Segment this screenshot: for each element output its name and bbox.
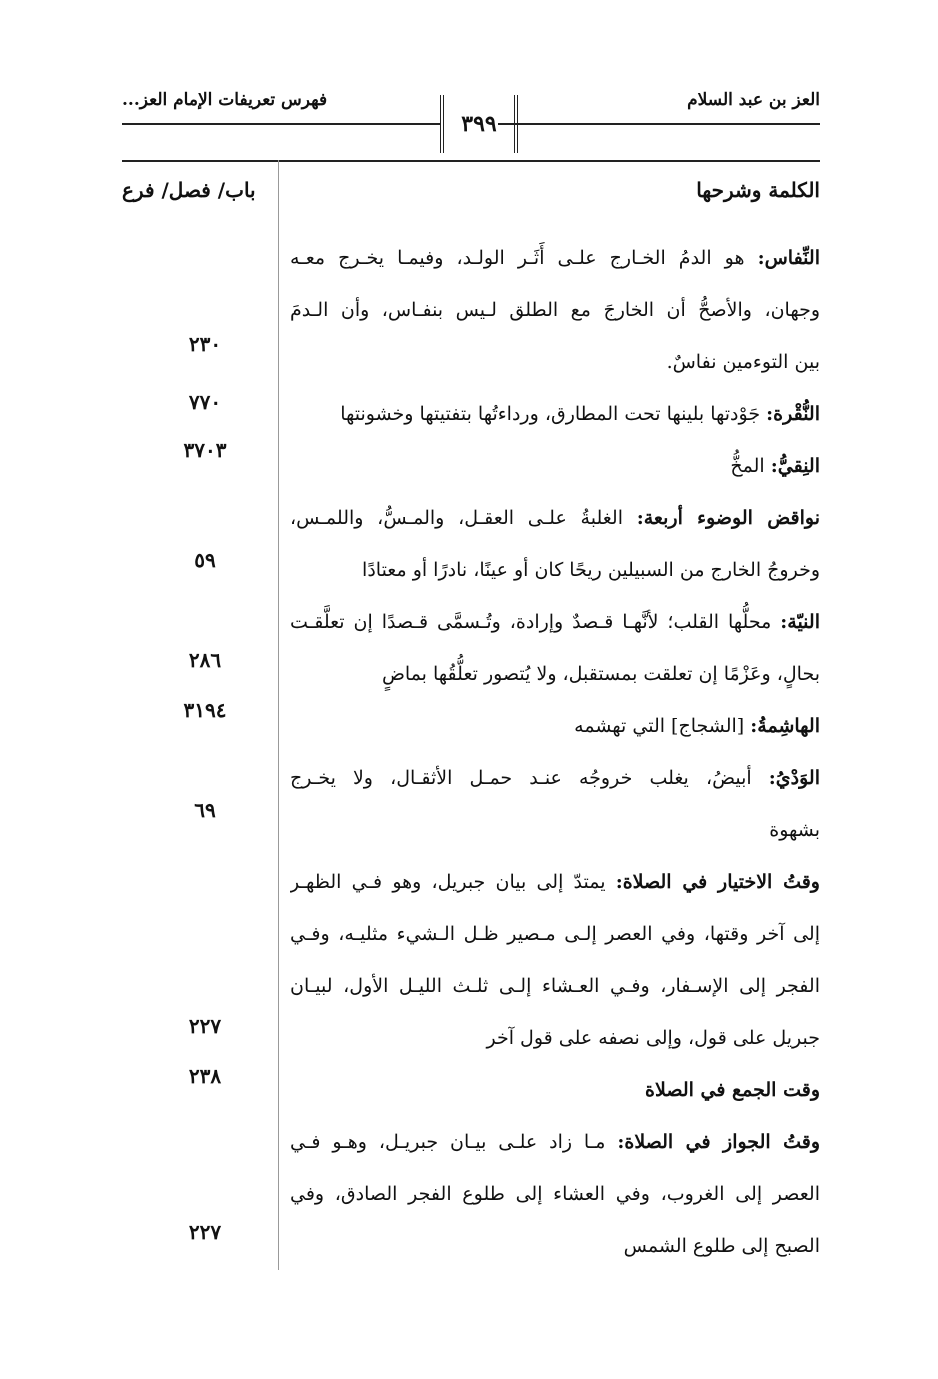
- entry-line: [290, 492, 820, 544]
- entry-line: [290, 544, 820, 596]
- entry-line: [290, 700, 820, 752]
- entry-reference: ٢٨٦: [188, 648, 222, 672]
- entry-line: [290, 232, 820, 284]
- entry-reference: ٧٧٠: [188, 390, 222, 414]
- header-divider: [122, 160, 820, 162]
- entry-reference: ٢٣٠: [188, 332, 222, 356]
- entry-text: جبريل على قول، وإلى نصفه على قول آخر: [486, 1027, 820, 1049]
- entry-term: النُّقْرة:: [766, 403, 820, 425]
- column-header-reference: باب/ فصل/ فرع: [122, 178, 256, 202]
- entry-term: الهاشِمةُ:: [750, 715, 820, 737]
- entry-text: الغلبةُ علـى العقـل، والمـسُّ، واللمـس،: [290, 507, 623, 529]
- entry-line: [290, 1116, 820, 1168]
- entry-line: [290, 1220, 820, 1272]
- header-rule-right: [498, 123, 820, 125]
- entry-term: الوَدْيُ:: [768, 767, 820, 789]
- entry-line: [290, 1012, 820, 1064]
- entry-line: [290, 388, 820, 440]
- running-head-index-title: فهرس تعريفات الإمام العز...: [122, 90, 328, 110]
- entry-term: نواقض الوضوء أربعة:: [636, 507, 820, 529]
- entry-reference: ٢٣٨: [188, 1064, 222, 1088]
- entry-text: وجهان، والأصحُّ أن الخارجَ مع الطلق لـيس بنفـاس، وأن الـدمَ: [290, 299, 820, 321]
- entry-reference: ٣٧٠٣: [183, 438, 227, 462]
- column-header-term: الكلمة وشرحها: [696, 178, 820, 202]
- entry-line: [290, 1064, 820, 1116]
- entry-term: النِقيُّ:: [770, 455, 820, 477]
- entry-text: العصر إلى الغروب، وفي العشاء إلى طلوع الفجر الصادق، وفي: [290, 1183, 820, 1205]
- entry-reference: ٦٩: [194, 798, 216, 822]
- entry-text: أبيضُ، يغلب خروجُه عنـد حمـل الأثقـال، ولا يخـرج: [290, 767, 752, 789]
- page-number: ٣٩٩: [440, 95, 518, 153]
- entry-line: [290, 960, 820, 1012]
- entry-reference: ٥٩: [194, 548, 216, 572]
- column-divider: [278, 160, 279, 1270]
- entry-line: [290, 596, 820, 648]
- entry-line: [290, 336, 820, 388]
- entry-line: [290, 1168, 820, 1220]
- entry-term: النيّة:: [780, 611, 820, 633]
- entry-text: مـا زاد علـى بيـان جبريـل، وهـو فـي: [290, 1131, 606, 1153]
- entry-text: يمتدّ إلى بيان جبريل، وهو فـي الظهـر: [290, 871, 606, 893]
- entry-reference: ٢٢٧: [188, 1014, 222, 1038]
- running-head-author: العز بن عبد السلام: [687, 90, 820, 110]
- entry-text: المخُّ: [730, 455, 765, 477]
- entry-line: [290, 284, 820, 336]
- header-rule-left: [122, 123, 440, 125]
- entry-text: بحالٍ، وعَزْمًا إن تعلقت بمستقبل، ولا يُتصور تعلُّقُها بماضٍ: [381, 663, 820, 685]
- entry-text: جَوْدتها بلينها تحت المطارق، ورداءتُها بتفتيتها وخشونتها: [340, 403, 761, 425]
- entry-term: النِّفاس:: [757, 247, 820, 269]
- entry-line: [290, 752, 820, 804]
- entry-line: [290, 648, 820, 700]
- entry-line: [290, 440, 820, 492]
- entry-text: إلى آخر وقتها، وفي العصر إلـى مـصير ظـل الـشيء مثليـه، وفـي: [290, 923, 820, 945]
- entry-reference: ٣١٩٤: [183, 698, 227, 722]
- entry-text: بين التوءمين نفاسٌ.: [666, 351, 820, 373]
- entry-text: الفجر إلى الإسـفار، وفـي العـشاء إلـى ثلـث الليـل الأول، لبيـان: [290, 975, 820, 997]
- entry-line: [290, 908, 820, 960]
- entry-line: [290, 856, 820, 908]
- entry-text: الصبح إلى طلوع الشمس: [623, 1235, 820, 1257]
- entry-term: وقت الجمع في الصلاة: [645, 1079, 820, 1101]
- entry-term: وقتُ الاختيار في الصلاة:: [615, 871, 820, 893]
- entry-text: وخروجُ الخارج من السبيلين ريحًا كان أو عينًا، نادرًا أو معتادًا: [362, 559, 820, 581]
- entry-reference: ٢٢٧: [188, 1220, 222, 1244]
- entry-line: [290, 804, 820, 856]
- entry-text: محلُّها القلب؛ لأنَّهـا قـصدٌ وإرادة، وتُـسمَّى قـصدًا إن تعلَّقـت: [290, 611, 772, 633]
- entry-term: وقتُ الجواز في الصلاة:: [617, 1131, 820, 1153]
- entry-text: [الشجاج] التي تهشمه: [574, 715, 745, 737]
- entry-text: هو الدمُ الخـارج علـى أَثَـر الولـد، وفيمـا يخـرج معـه: [290, 247, 745, 269]
- entry-text: بشهوة: [769, 819, 820, 841]
